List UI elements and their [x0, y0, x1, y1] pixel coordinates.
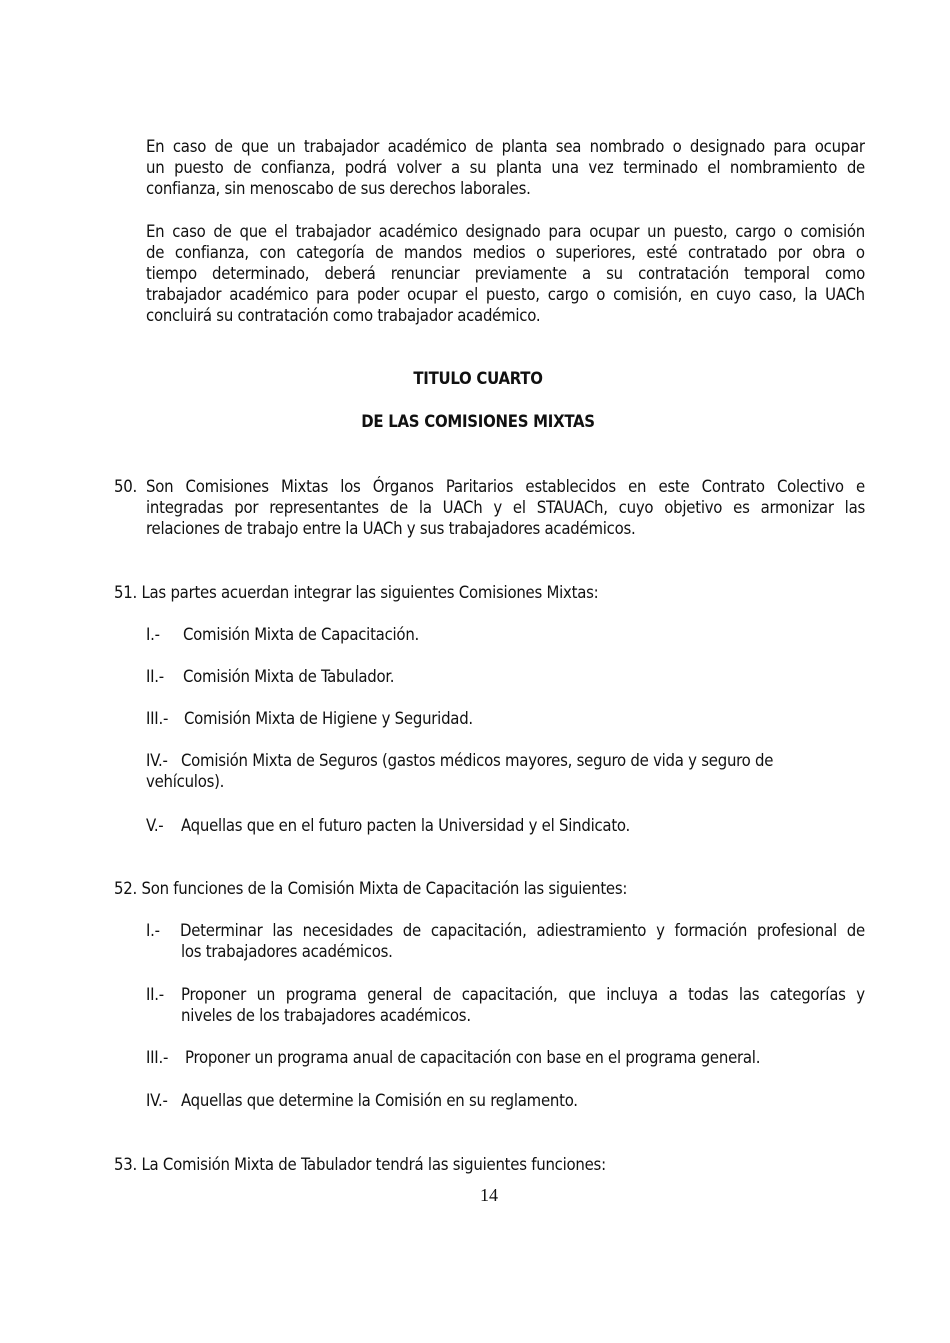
list-item-text: Comisión Mixta de Seguros (gastos médicos mayores, seguro de vida y seguro de	[181, 751, 774, 770]
word: por	[777, 243, 802, 262]
list-item-text: Proponer un programa anual de capacitación con base en el programa general.	[185, 1048, 761, 1067]
word: representantes	[269, 498, 379, 517]
word: planta	[501, 137, 548, 156]
text-line	[146, 476, 865, 497]
word: En	[146, 222, 165, 241]
word: puesto,	[673, 222, 728, 241]
word: tiempo	[146, 264, 197, 283]
word: deberá	[324, 264, 376, 283]
list-item-text: los trabajadores académicos.	[181, 942, 393, 961]
word: un	[256, 985, 276, 1004]
word: académico	[387, 137, 467, 156]
word: que	[239, 222, 267, 241]
word: un	[276, 137, 296, 156]
word: de	[402, 921, 421, 940]
list-item-text	[181, 984, 865, 1005]
word: designado	[465, 222, 541, 241]
section-subtitle: DE LAS COMISIONES MIXTAS	[361, 412, 595, 431]
word: Órganos	[372, 477, 434, 496]
word: de	[475, 137, 494, 156]
word: esté	[646, 243, 678, 262]
word: cuyo	[618, 498, 654, 517]
list-item-text: niveles de los trabajadores académicos.	[181, 1006, 471, 1025]
text-line	[181, 984, 865, 1005]
word: de	[846, 158, 865, 177]
word: nombramiento	[729, 158, 838, 177]
list-item-text: Comisión Mixta de Higiene y Seguridad.	[184, 709, 473, 728]
list-item-text: Comisión Mixta de Capacitación.	[183, 625, 420, 644]
word: armonizar	[760, 498, 834, 517]
word: En	[146, 137, 165, 156]
word: cuyo	[716, 285, 751, 304]
list-item-marker: II.-	[146, 667, 164, 686]
word: Son	[146, 477, 174, 496]
article-number: 50.	[114, 477, 137, 496]
word: contratado	[688, 243, 768, 262]
text-line	[180, 920, 865, 941]
word: para	[773, 137, 807, 156]
word: y	[856, 985, 865, 1004]
text-line: confianza, sin menoscabo de sus derechos laborales.	[146, 179, 531, 198]
word: ocupar	[589, 222, 640, 241]
word: Mixtas	[280, 477, 329, 496]
text-line	[146, 263, 865, 284]
word: para	[316, 285, 350, 304]
word: poder	[357, 285, 400, 304]
word: de	[389, 498, 408, 517]
list-item-text: Comisión Mixta de Tabulador.	[183, 667, 395, 686]
word: de	[432, 985, 452, 1004]
word: el	[274, 222, 288, 241]
text-line: relaciones de trabajo entre la UACh y sus trabajadores académicos.	[146, 519, 636, 538]
word: un	[647, 222, 666, 241]
list-item-marker: II.-	[146, 985, 164, 1004]
word: capacitación,	[461, 985, 558, 1004]
word: general	[367, 985, 423, 1004]
word: contratación	[638, 264, 729, 283]
word: formación	[674, 921, 748, 940]
text-line	[146, 497, 865, 518]
article-51-text: 51. Las partes acuerdan integrar las siguientes Comisiones Mixtas:	[114, 583, 599, 602]
word: para	[548, 222, 582, 241]
word: previamente	[474, 264, 567, 283]
word: y	[656, 921, 665, 940]
word: una	[551, 158, 579, 177]
word: cargo	[735, 222, 776, 241]
word: un	[146, 158, 165, 177]
word: programa	[285, 985, 357, 1004]
word: incluya	[606, 985, 658, 1004]
word: caso	[172, 137, 207, 156]
list-item-marker: IV.-	[146, 751, 168, 770]
list-item-marker: III.-	[146, 709, 169, 728]
word: académico	[229, 285, 309, 304]
word: que	[241, 137, 269, 156]
word: de	[213, 222, 232, 241]
list-item-text: Aquellas que determine la Comisión en su reglamento.	[181, 1091, 578, 1110]
word: Contrato	[701, 477, 765, 496]
word: y	[493, 498, 502, 517]
word: establecidos	[525, 477, 616, 496]
list-item-marker: I.-	[146, 921, 160, 940]
word: el	[465, 285, 478, 304]
word: nombrado	[589, 137, 665, 156]
word: STAUACh,	[536, 498, 608, 517]
word: Comisiones	[185, 477, 269, 496]
word: superiores,	[555, 243, 636, 262]
list-item-marker: I.-	[146, 625, 160, 644]
paragraph-confianza-temporal	[146, 221, 865, 326]
word: Proponer	[181, 985, 247, 1004]
word: Colectivo	[776, 477, 844, 496]
text-line	[146, 221, 865, 242]
text-line: concluirá su contratación como trabajador académico.	[146, 306, 541, 325]
article-50-text	[146, 476, 865, 539]
word: capacitación,	[430, 921, 527, 940]
word: como	[824, 264, 865, 283]
word: designado	[689, 137, 765, 156]
word: podrá	[344, 158, 387, 177]
word: determinado,	[212, 264, 310, 283]
word: obra	[812, 243, 846, 262]
word: todas	[688, 985, 729, 1004]
word: de	[233, 158, 252, 177]
word: las	[738, 985, 760, 1004]
list-item-text: Aquellas que en el futuro pacten la Universidad y el Sindicato.	[181, 816, 631, 835]
word: categoría	[296, 243, 365, 262]
list-item-text: vehículos).	[146, 772, 225, 791]
article-53-text: 53. La Comisión Mixta de Tabulador tendrá las siguientes funciones:	[114, 1155, 606, 1174]
word: en	[690, 285, 709, 304]
word: volver	[396, 158, 442, 177]
word: es	[733, 498, 750, 517]
word: de	[846, 921, 865, 940]
word: o	[596, 285, 606, 304]
word: la	[418, 498, 432, 517]
word: profesional	[757, 921, 837, 940]
word: planta	[495, 158, 542, 177]
word: confianza,	[174, 243, 249, 262]
word: que	[568, 985, 596, 1004]
word: adiestramiento	[536, 921, 647, 940]
word: los	[340, 477, 361, 496]
word: necesidades	[302, 921, 393, 940]
text-line	[146, 242, 865, 263]
word: a	[668, 985, 678, 1004]
word: Determinar	[180, 921, 263, 940]
word: cargo	[547, 285, 589, 304]
word: ocupar	[814, 137, 865, 156]
text-line	[146, 136, 865, 157]
word: de	[214, 137, 233, 156]
word: a	[582, 264, 591, 283]
word: las	[272, 921, 293, 940]
word: Paritarios	[445, 477, 514, 496]
word: integradas	[146, 498, 224, 517]
text-line	[146, 157, 865, 178]
word: o	[536, 243, 545, 262]
word: el	[707, 158, 721, 177]
list-item-marker: III.-	[146, 1048, 169, 1067]
word: puesto	[174, 158, 224, 177]
word: o	[672, 137, 682, 156]
word: este	[658, 477, 690, 496]
word: objetivo	[664, 498, 723, 517]
word: ocupar	[407, 285, 458, 304]
word: sea	[555, 137, 582, 156]
word: categorías	[769, 985, 846, 1004]
word: caso,	[758, 285, 797, 304]
article-52-text: 52. Son funciones de la Comisión Mixta de Capacitación las siguientes:	[114, 879, 628, 898]
word: académico	[378, 222, 458, 241]
word: mandos	[403, 243, 462, 262]
word: trabajador	[146, 285, 222, 304]
word: de	[146, 243, 165, 262]
word: la	[804, 285, 818, 304]
word: comisión	[800, 222, 865, 241]
page-number: 14	[480, 1185, 498, 1205]
word: con	[259, 243, 286, 262]
word: a	[450, 158, 460, 177]
word: UACh	[825, 285, 865, 304]
list-item-marker: IV.-	[146, 1091, 168, 1110]
list-item-marker: V.-	[146, 816, 164, 835]
text-line	[146, 284, 865, 305]
word: en	[628, 477, 647, 496]
paragraph-confianza-planta	[146, 136, 865, 199]
section-title: TITULO CUARTO	[413, 369, 543, 388]
word: e	[855, 477, 865, 496]
word: su	[606, 264, 623, 283]
word: trabajador	[295, 222, 371, 241]
word: vez	[588, 158, 614, 177]
word: temporal	[744, 264, 810, 283]
word: o	[783, 222, 793, 241]
word: su	[469, 158, 487, 177]
word: confianza,	[261, 158, 336, 177]
word: por	[234, 498, 259, 517]
word: las	[844, 498, 865, 517]
word: el	[512, 498, 526, 517]
word: caso	[172, 222, 206, 241]
word: terminado	[623, 158, 698, 177]
word: renunciar	[390, 264, 460, 283]
word: o	[855, 243, 865, 262]
word: de	[375, 243, 394, 262]
word: medios	[472, 243, 526, 262]
word: puesto,	[485, 285, 540, 304]
word: UACh	[442, 498, 483, 517]
list-item-text	[180, 920, 865, 941]
word: comisión,	[613, 285, 683, 304]
word: trabajador	[303, 137, 380, 156]
